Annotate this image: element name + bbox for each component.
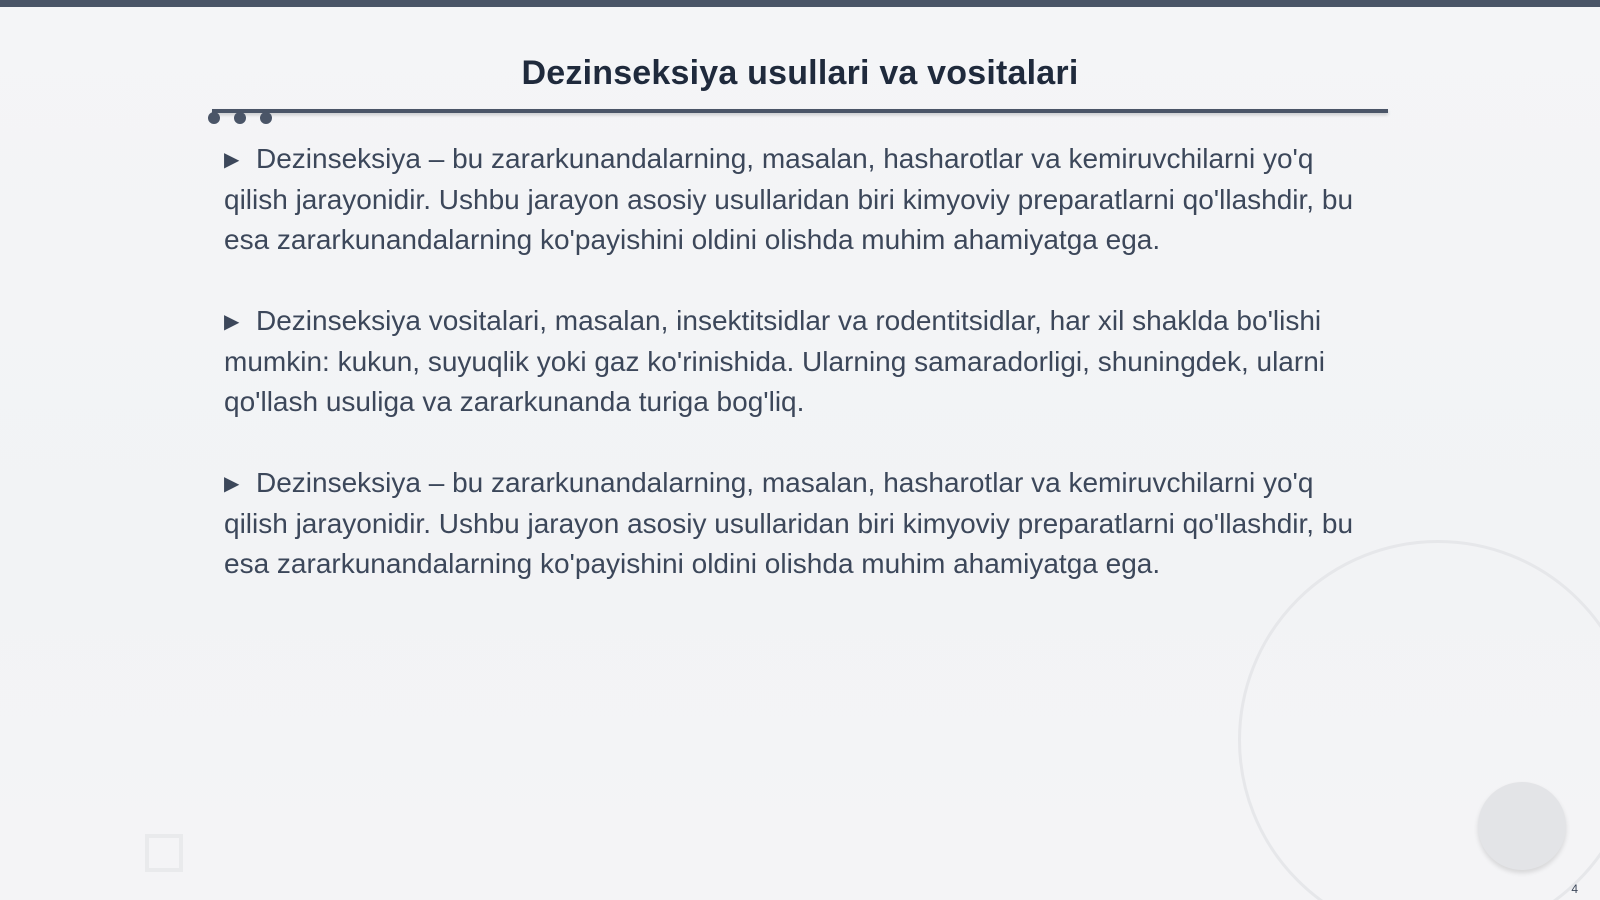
bullet-text: Dezinseksiya – bu zararkunandalarning, masalan, hasharotlar va kemiruvchilarni yo'q qilish jarayonidir. Ushbu jarayon asosiy usullaridan biri kimyoviy preparatlarni qo'llashdir, bu esa zararkunandalarning ko'payishini oldini olishda muhim ahamiyatga ega. — [224, 467, 1354, 579]
bullet-list — [224, 139, 1384, 625]
decorative-dot — [208, 112, 220, 124]
decorative-dot — [260, 112, 272, 124]
page-number: 4 — [1571, 882, 1578, 896]
title-underline — [212, 109, 1388, 113]
bullet-item — [224, 463, 1384, 584]
decorative-square — [145, 834, 183, 872]
bullet-text: Dezinseksiya – bu zararkunandalarning, masalan, hasharotlar va kemiruvchilarni yo'q qilish jarayonidir. Ushbu jarayon asosiy usullaridan biri kimyoviy preparatlarni qo'llashdir, bu esa zararkunandalarning ko'payishini oldini olishda muhim ahamiyatga ega. — [224, 143, 1354, 255]
decorative-circle-filled — [1478, 782, 1566, 870]
decorative-dot — [234, 112, 246, 124]
top-accent-bar — [0, 0, 1600, 7]
bullet-arrow-icon: ▶ — [224, 311, 240, 333]
bullet-item — [224, 139, 1384, 260]
slide-title: Dezinseksiya usullari va vositalari — [521, 54, 1079, 92]
bullet-arrow-icon: ▶ — [224, 473, 240, 495]
bullet-text: Dezinseksiya vositalari, masalan, insektitsidlar va rodentitsidlar, har xil shaklda bo'lishi mumkin: kukun, suyuqlik yoki gaz ko'rinishida. Ularning samaradorligi, shuningdek, ularni qo'llash usuliga va zararkunanda turiga bog'liq. — [224, 305, 1325, 417]
bullet-arrow-icon: ▶ — [224, 149, 240, 171]
bullet-item — [224, 301, 1384, 422]
